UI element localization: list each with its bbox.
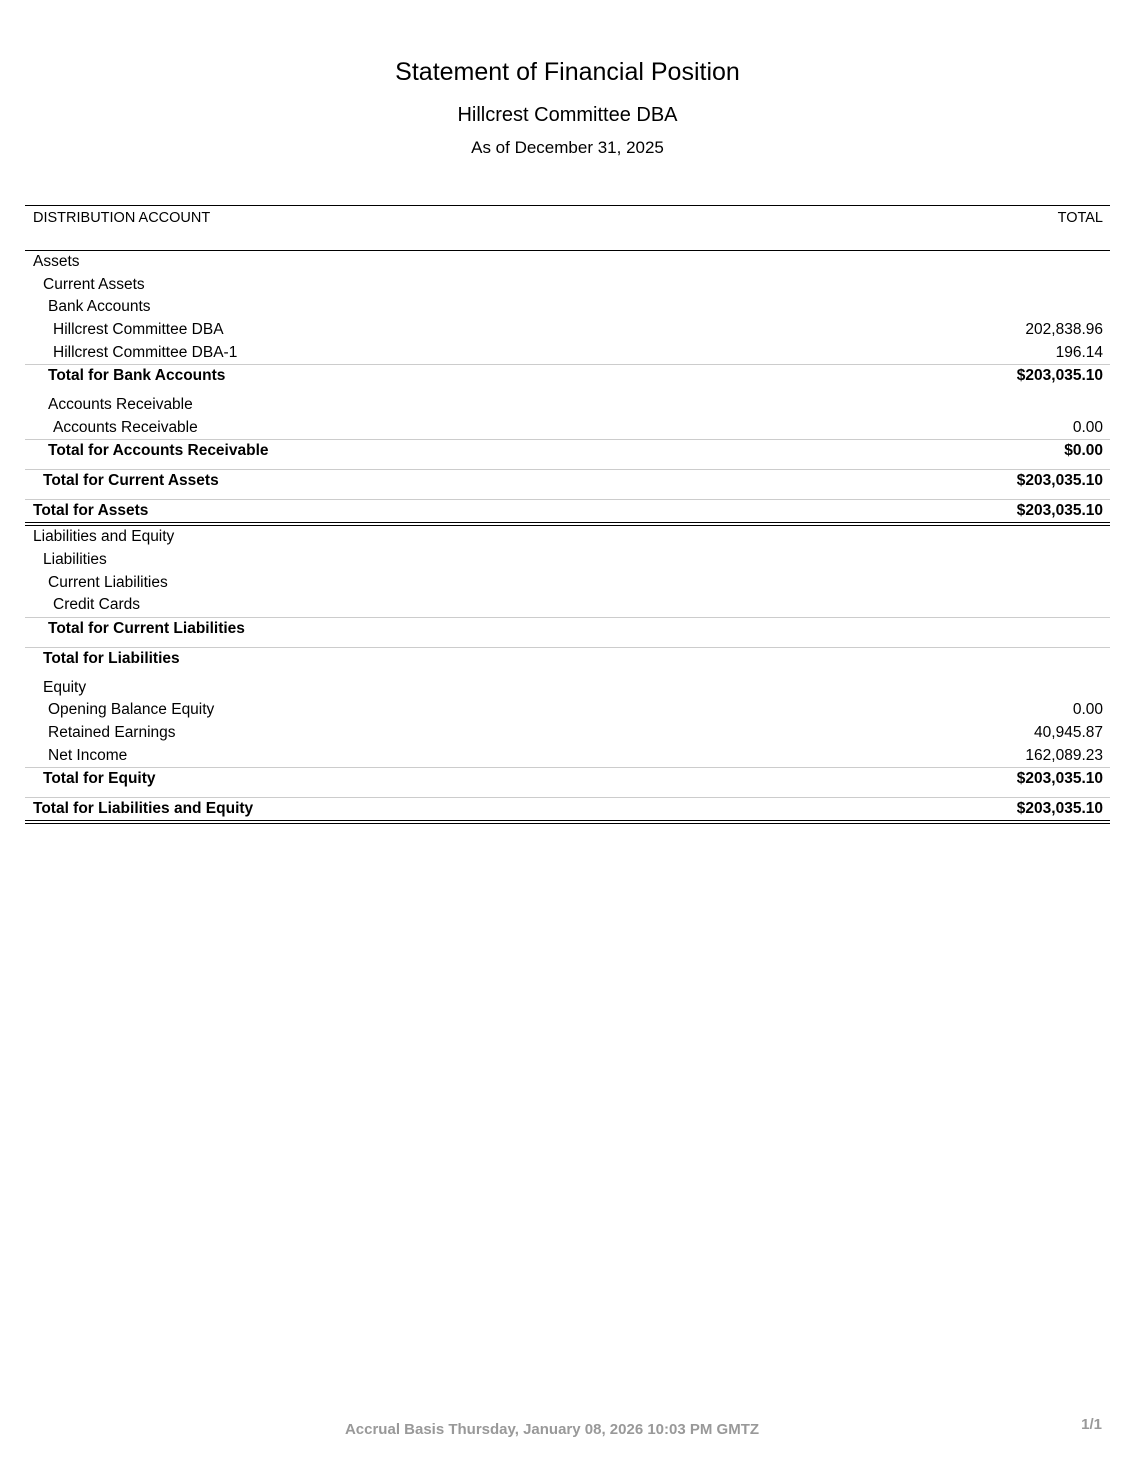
group-current-assets — [25, 274, 1110, 297]
row-amount: 162,089.23 — [1025, 746, 1103, 764]
row-label: Hillcrest Committee DBA-1 — [53, 343, 238, 361]
group-liabilities — [25, 549, 1110, 572]
row-label: Current Liabilities — [48, 573, 168, 591]
account-row — [25, 722, 1110, 745]
row-amount: $203,035.10 — [1016, 472, 1103, 490]
row-label: Total for Bank Accounts — [48, 366, 226, 384]
total-current-liabilities-row — [25, 617, 1110, 640]
row-label: Current Assets — [43, 275, 145, 293]
row-amount: 196.14 — [1055, 343, 1103, 361]
row-label: Liabilities — [43, 551, 107, 569]
row-amount: $0.00 — [1064, 442, 1103, 460]
total-liabilities-equity-row — [25, 797, 1110, 824]
row-amount: $203,035.10 — [1016, 502, 1103, 520]
row-label: Total for Equity — [43, 769, 156, 787]
group-equity — [25, 677, 1110, 700]
column-header-account: DISTRIBUTION ACCOUNT — [33, 210, 211, 226]
row-label: Total for Assets — [33, 502, 149, 520]
row-label: Hillcrest Committee DBA — [53, 321, 224, 339]
financial-position-table — [25, 205, 1110, 824]
row-label: Retained Earnings — [48, 724, 176, 742]
row-label: Total for Liabilities — [43, 649, 180, 667]
group-bank-accounts — [25, 296, 1110, 319]
column-header-total: TOTAL — [1057, 210, 1103, 226]
row-amount: $203,035.10 — [1016, 799, 1103, 817]
row-label: Total for Accounts Receivable — [48, 442, 269, 460]
row-label: Net Income — [48, 746, 128, 764]
row-amount: 202,838.96 — [1025, 321, 1103, 339]
company-name: Hillcrest Committee DBA — [457, 104, 678, 126]
total-accounts-receivable-row — [25, 439, 1110, 462]
row-label: Accounts Receivable — [48, 396, 193, 414]
total-equity-row — [25, 767, 1110, 790]
row-label: Assets — [33, 253, 80, 271]
row-label: Accounts Receivable — [53, 418, 198, 436]
account-row — [25, 744, 1110, 767]
group-current-liabilities — [25, 571, 1110, 594]
row-amount: $203,035.10 — [1016, 769, 1103, 787]
account-row — [25, 594, 1110, 617]
row-amount: 40,945.87 — [1034, 724, 1103, 742]
row-label: Total for Current Assets — [43, 472, 219, 490]
section-liabilities-equity — [25, 526, 1110, 549]
row-label: Opening Balance Equity — [48, 701, 215, 719]
row-label: Equity — [43, 678, 87, 696]
row-label: Total for Current Liabilities — [48, 619, 245, 637]
row-label: Total for Liabilities and Equity — [33, 799, 254, 817]
row-amount: $203,035.10 — [1016, 366, 1103, 384]
account-row — [25, 341, 1110, 364]
page-number: 1/1 — [1081, 1416, 1102, 1433]
row-amount: 0.00 — [1072, 701, 1103, 719]
account-row — [25, 319, 1110, 342]
account-row — [25, 699, 1110, 722]
table-header — [25, 205, 1110, 251]
report-title: Statement of Financial Position — [395, 58, 740, 86]
total-bank-accounts-row — [25, 364, 1110, 387]
row-label: Liabilities and Equity — [33, 528, 175, 546]
row-amount: 0.00 — [1072, 418, 1103, 436]
section-assets — [25, 251, 1110, 274]
row-label: Bank Accounts — [48, 298, 151, 316]
group-accounts-receivable — [25, 394, 1110, 417]
account-row — [25, 417, 1110, 440]
total-liabilities-row — [25, 647, 1110, 670]
report-footer: Accrual Basis Thursday, January 08, 2026 10:03 PM GMTZ — [344, 1421, 760, 1438]
total-assets-row — [25, 499, 1110, 526]
report-date: As of December 31, 2025 — [471, 138, 664, 157]
total-current-assets-row — [25, 469, 1110, 492]
row-label: Credit Cards — [53, 596, 140, 614]
